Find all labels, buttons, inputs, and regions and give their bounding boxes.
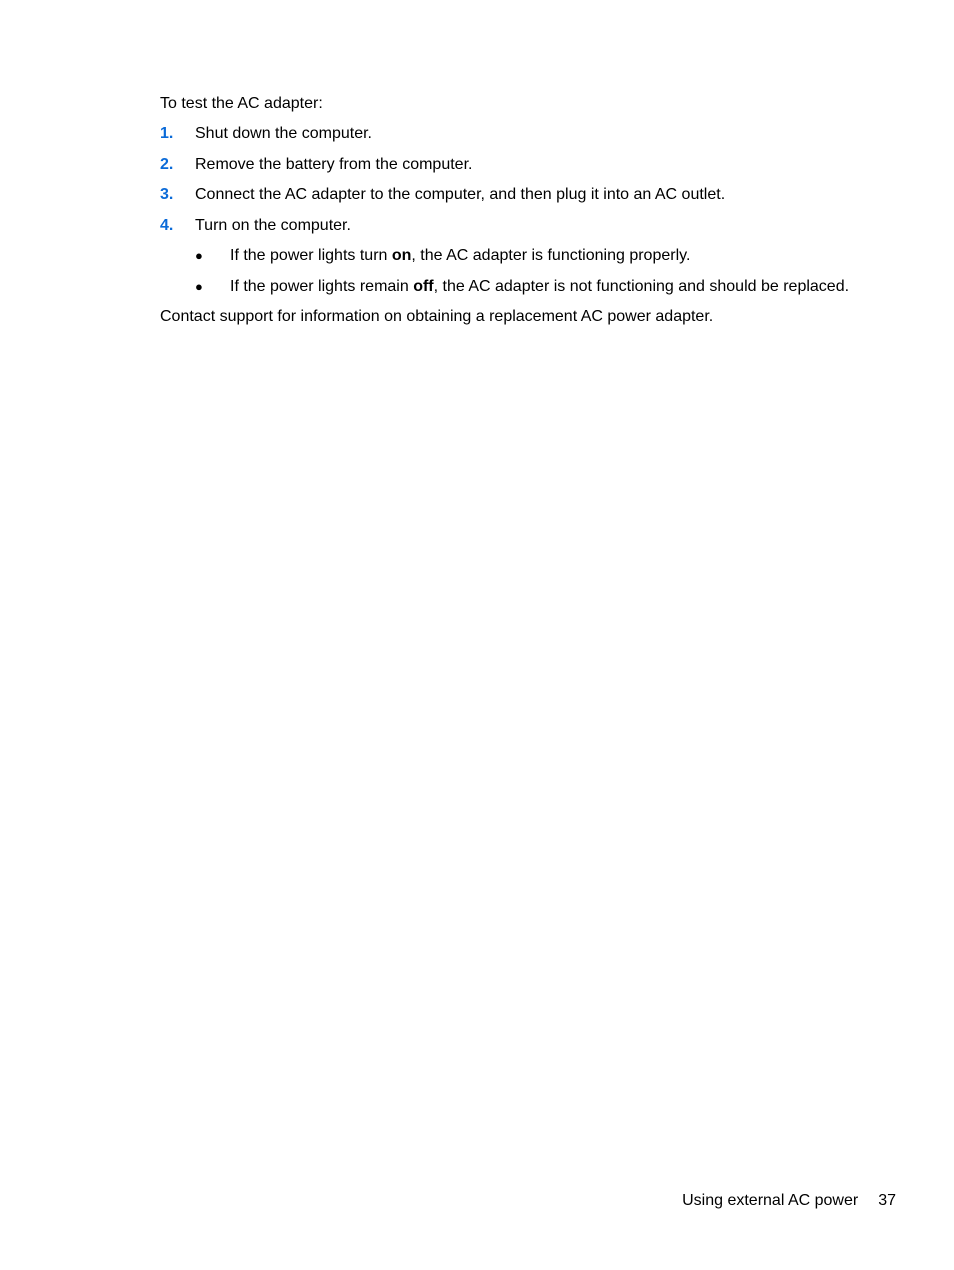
bullet-text-before: If the power lights remain xyxy=(230,277,414,295)
bullet-text-before: If the power lights turn xyxy=(230,247,392,264)
bullet-text-after: , the AC adapter is functioning properly. xyxy=(411,247,691,264)
step-number: 1. xyxy=(160,125,174,142)
intro-text: To test the AC adapter: xyxy=(160,95,323,112)
step-item xyxy=(160,123,880,145)
step-text: Shut down the computer. xyxy=(195,125,372,142)
page-content xyxy=(160,93,880,328)
step-number: 2. xyxy=(160,155,174,173)
steps-list xyxy=(160,123,880,298)
step-text: Turn on the computer. xyxy=(195,216,351,234)
page-footer xyxy=(682,1190,896,1212)
page-number: 37 xyxy=(878,1192,896,1209)
step-item xyxy=(160,184,880,206)
bullet-list xyxy=(195,245,880,298)
closing-text: Contact support for information on obtaining a replacement AC power adapter. xyxy=(160,308,714,325)
step-number: 4. xyxy=(160,216,174,234)
step-item xyxy=(160,215,880,298)
bullet-text-after: , the AC adapter is not functioning and should be replaced. xyxy=(433,277,850,295)
footer-section-title: Using external AC power xyxy=(682,1192,859,1209)
step-text: Connect the AC adapter to the computer, and then plug it into an AC outlet. xyxy=(195,186,726,203)
step-text: Remove the battery from the computer. xyxy=(195,155,473,173)
bullet-text-bold: on xyxy=(391,247,412,264)
bullet-item xyxy=(195,245,880,267)
bullet-marker-icon: ● xyxy=(195,278,203,294)
bullet-text-bold: off xyxy=(413,277,434,295)
step-item xyxy=(160,154,880,176)
bullet-item xyxy=(195,276,880,298)
bullet-marker-icon: ● xyxy=(195,248,203,263)
step-number: 3. xyxy=(160,186,174,203)
